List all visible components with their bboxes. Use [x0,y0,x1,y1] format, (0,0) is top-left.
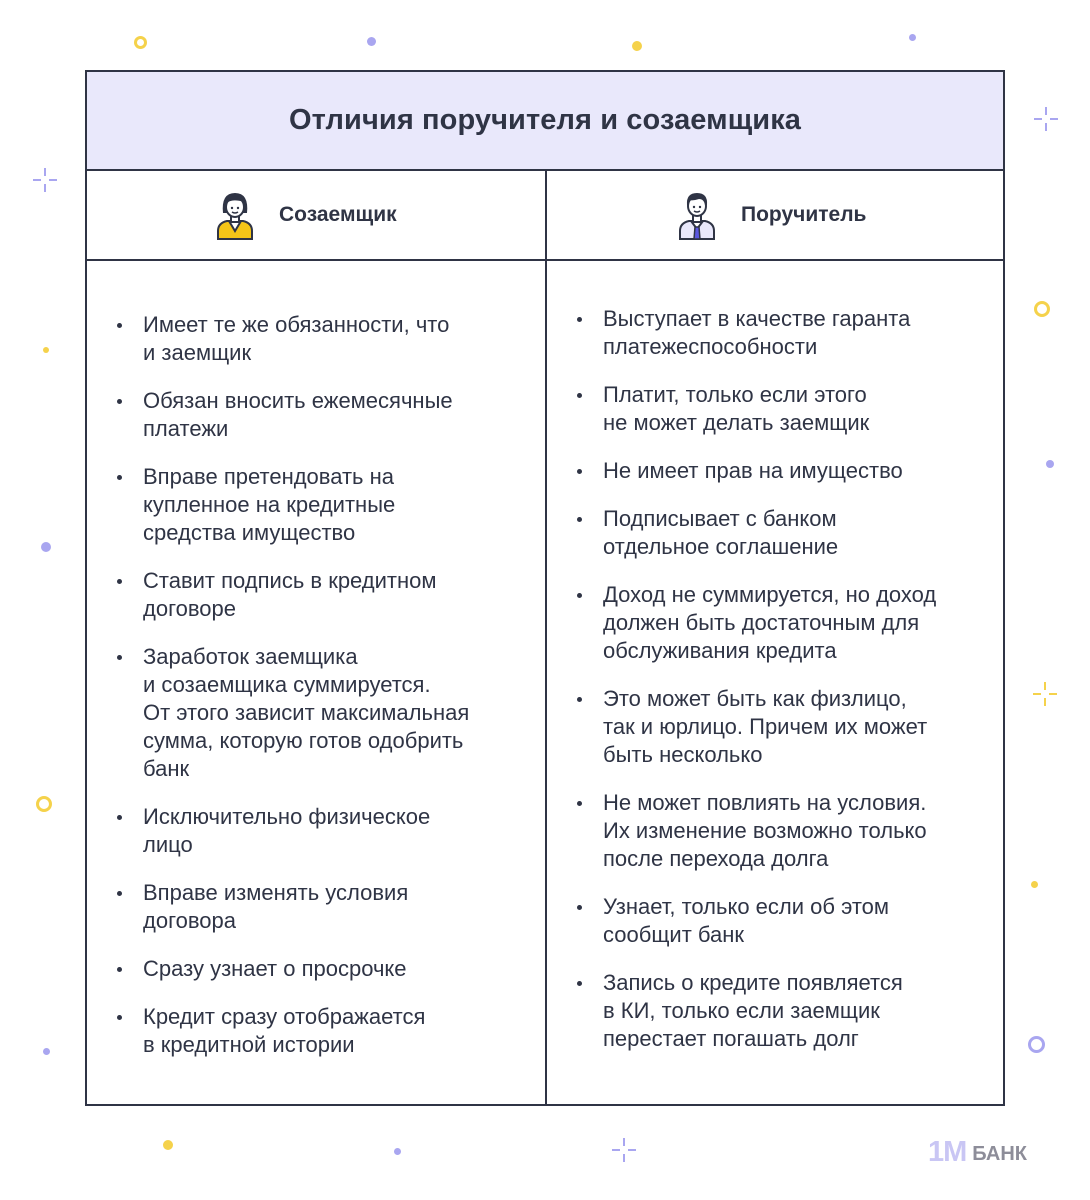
list-item: Вправе претендовать на купленное на кредитные средства имущество [117,463,537,547]
decor-ring [1028,1036,1045,1053]
decor-dot [41,542,51,552]
list-item: Подписывает с банком отдельное соглашение [577,505,997,561]
decor-ring [36,796,52,812]
decor-dot [367,37,376,46]
column-header-label: Созаемщик [279,203,397,226]
brand-mark: 1M [928,1136,967,1168]
decor-sparkle [1033,682,1057,706]
brand-word: БАНК [972,1143,1028,1165]
title-row [87,72,1003,171]
list-item: Исключительно физическое лицо [117,803,537,859]
list-item: Кредит сразу отображается в кредитной истории [117,1003,537,1059]
decor-ring [134,36,147,49]
list-item: Сразу узнает о просрочке [117,955,537,983]
decor-dot [632,41,642,51]
guarantor-list [577,305,997,1073]
decor-dot [163,1140,173,1150]
column-header-guarantor [677,171,866,259]
decor-dot [43,347,49,353]
decor-dot [909,34,916,41]
decor-sparkle [1034,107,1058,131]
list-item: Заработок заемщика и созаемщика суммируется. От этого зависит максимальная сумма, которую готов одобрить банк [117,643,537,783]
column-header-label: Поручитель [741,203,867,226]
column-divider [545,171,547,1104]
column-header-coborrower [215,171,397,259]
decor-ring [1034,301,1050,317]
list-item: Не имеет прав на имущество [577,457,997,485]
list-item: Не может повлиять на условия. Их изменение возможно только после перехода долга [577,789,997,873]
list-item: Ставит подпись в кредитном договоре [117,567,537,623]
woman-avatar-icon [215,189,255,241]
list-item: Доход не суммируется, но доход должен быть достаточным для обслуживания кредита [577,581,997,665]
list-item: Имеет те же обязанности, что и заемщик [117,311,537,367]
coborrower-list [117,311,537,1079]
decor-dot [1046,460,1054,468]
list-item: Это может быть как физлицо, так и юрлицо. Причем их может быть несколько [577,685,997,769]
list-item: Платит, только если этого не может делать заемщик [577,381,997,437]
list-item: Вправе изменять условия договора [117,879,537,935]
decor-dot [1031,881,1038,888]
decor-dot [43,1048,50,1055]
decor-dot [394,1148,401,1155]
decor-sparkle [612,1138,636,1162]
list-item: Выступает в качестве гаранта платежеспособности [577,305,997,361]
list-item: Узнает, только если об этом сообщит банк [577,893,997,949]
man-avatar-icon [677,189,717,241]
page-title: Отличия поручителя и созаемщика [288,104,802,136]
decor-sparkle [33,168,57,192]
list-item: Обязан вносить ежемесячные платежи [117,387,537,443]
comparison-table [85,70,1005,1106]
brand-logo [928,1136,1027,1169]
list-item: Запись о кредите появляется в КИ, только если заемщик перестает погашать долг [577,969,997,1053]
